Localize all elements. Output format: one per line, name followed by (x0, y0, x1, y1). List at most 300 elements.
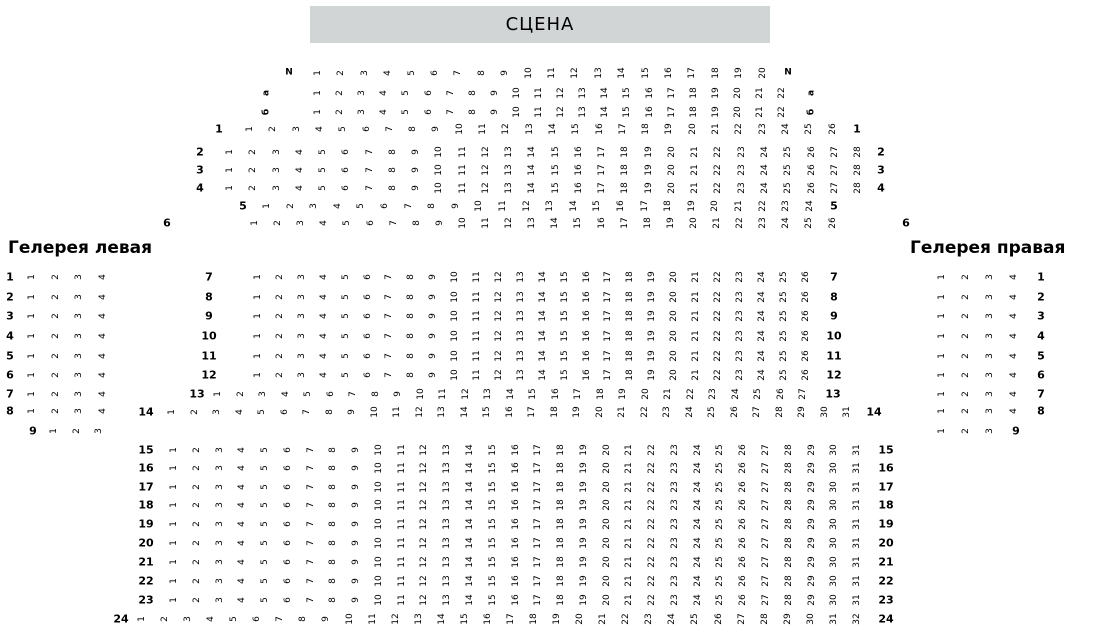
seat[interactable]: 3 (74, 313, 85, 319)
seat[interactable]: 8 (406, 294, 417, 300)
seat[interactable]: 1 (313, 90, 323, 96)
seat[interactable]: 10 (373, 575, 384, 587)
seat[interactable]: 15 (487, 594, 498, 606)
seat[interactable]: 11 (396, 481, 407, 493)
seat[interactable]: 11 (472, 271, 482, 283)
seat[interactable]: 2 (50, 391, 61, 397)
seat[interactable]: 7 (403, 203, 414, 209)
seat[interactable]: 26 (800, 369, 811, 381)
seat[interactable]: 11 (438, 388, 448, 400)
seat[interactable]: 21 (690, 182, 701, 194)
seat[interactable]: 4 (237, 484, 248, 490)
seat[interactable]: 20 (601, 556, 612, 568)
seat[interactable]: 21 (690, 164, 701, 176)
seat[interactable]: 20 (666, 182, 677, 194)
seat[interactable]: 4 (1009, 391, 1019, 397)
seat[interactable]: 29 (782, 613, 793, 625)
seat[interactable]: 24 (756, 369, 767, 381)
seat[interactable]: 11 (396, 499, 407, 511)
seat[interactable]: 22 (647, 444, 658, 456)
seat[interactable]: 26 (827, 123, 838, 135)
seat[interactable]: 16 (504, 406, 515, 418)
seat[interactable]: 5 (340, 294, 351, 300)
seat[interactable]: 11 (534, 87, 544, 99)
seat[interactable]: 7 (364, 185, 375, 191)
seat[interactable]: 7 (384, 313, 395, 319)
seat[interactable]: 18 (556, 481, 567, 493)
seat[interactable]: 31 (852, 594, 863, 606)
seat[interactable]: 1 (253, 372, 263, 378)
seat[interactable]: 15 (487, 462, 498, 474)
seat[interactable]: 16 (573, 146, 584, 158)
seat[interactable]: 17 (603, 369, 614, 381)
seat[interactable]: 31 (852, 462, 863, 474)
seat[interactable]: 25 (804, 217, 815, 229)
seat[interactable]: 19 (664, 123, 675, 135)
seat[interactable]: 20 (601, 462, 612, 474)
seat[interactable]: 18 (688, 87, 699, 99)
seat[interactable]: 14 (537, 271, 548, 283)
seat[interactable]: 14 (465, 537, 475, 549)
seat[interactable]: 2 (191, 559, 202, 565)
seat[interactable]: 22 (712, 350, 723, 362)
seat[interactable]: 12 (419, 499, 430, 511)
seat[interactable]: 14 (550, 217, 561, 229)
seat[interactable]: 10 (415, 388, 426, 400)
seat[interactable]: 11 (396, 575, 407, 587)
seat[interactable]: 9 (347, 409, 357, 415)
seat[interactable]: 2 (274, 372, 285, 378)
seat[interactable]: 15 (559, 350, 570, 362)
seat[interactable]: 26 (800, 271, 811, 283)
seat[interactable]: 14 (568, 200, 579, 212)
seat[interactable]: 29 (806, 481, 817, 493)
seat[interactable]: 4 (318, 353, 329, 359)
seat[interactable]: 4 (237, 447, 248, 453)
seat[interactable]: 14 (465, 444, 475, 456)
seat[interactable]: 1 (253, 333, 263, 339)
seat[interactable]: 2 (335, 90, 346, 96)
seat[interactable]: 11 (396, 537, 407, 549)
seat[interactable]: 11 (478, 123, 488, 135)
seat[interactable]: 1 (937, 313, 947, 319)
seat[interactable]: 31 (852, 518, 863, 530)
seat[interactable]: 23 (669, 575, 680, 587)
seat[interactable]: 25 (778, 310, 789, 322)
seat[interactable]: 2 (50, 353, 61, 359)
seat[interactable]: 7 (305, 597, 316, 603)
seat[interactable]: 11 (498, 200, 508, 212)
seat[interactable]: 17 (573, 388, 583, 400)
seat[interactable]: 16 (581, 310, 592, 322)
seat[interactable]: 1 (253, 274, 263, 280)
seat[interactable]: 8 (328, 502, 339, 508)
seat[interactable]: 19 (618, 388, 628, 400)
seat[interactable]: 9 (428, 372, 439, 378)
seat[interactable]: 27 (761, 518, 772, 530)
seat[interactable]: 14 (537, 350, 548, 362)
seat[interactable]: 23 (669, 594, 680, 606)
seat[interactable]: 3 (296, 274, 307, 280)
seat[interactable]: 16 (581, 291, 592, 303)
seat[interactable]: 23 (736, 164, 747, 176)
seat[interactable]: 17 (687, 67, 698, 79)
seat[interactable]: 25 (804, 123, 815, 135)
seat[interactable]: 7 (384, 126, 395, 132)
seat[interactable]: 8 (427, 203, 438, 209)
seat[interactable]: 8 (387, 185, 398, 191)
seat[interactable]: 3 (214, 540, 225, 546)
seat[interactable]: 2 (961, 428, 971, 434)
seat[interactable]: 22 (647, 518, 658, 530)
seat[interactable]: 12 (501, 123, 512, 135)
seat[interactable]: 12 (493, 369, 504, 381)
seat[interactable]: 13 (442, 575, 453, 587)
seat[interactable]: 3 (985, 294, 995, 300)
seat[interactable]: 3 (271, 149, 282, 155)
seat[interactable]: 19 (686, 200, 697, 212)
seat[interactable]: 23 (734, 291, 745, 303)
seat[interactable]: 4 (318, 294, 329, 300)
seat[interactable]: 5 (340, 333, 351, 339)
seat[interactable]: 16 (510, 444, 521, 456)
seat[interactable]: 19 (647, 330, 658, 342)
seat[interactable]: 4 (98, 313, 109, 319)
seat[interactable]: 15 (592, 200, 603, 212)
seat[interactable]: 1 (937, 408, 947, 414)
seat[interactable]: 25 (715, 537, 726, 549)
seat[interactable]: 6 (282, 540, 293, 546)
seat[interactable]: 8 (406, 313, 417, 319)
seat[interactable]: 12 (493, 330, 504, 342)
seat[interactable]: 20 (575, 613, 586, 625)
seat[interactable]: 11 (457, 182, 468, 194)
seat[interactable]: 17 (533, 499, 544, 511)
seat[interactable]: 22 (757, 200, 768, 212)
seat[interactable]: 5 (401, 109, 412, 115)
seat[interactable]: 21 (690, 146, 701, 158)
seat[interactable]: 18 (625, 271, 636, 283)
seat[interactable]: 20 (669, 350, 680, 362)
seat[interactable]: 27 (761, 444, 772, 456)
seat[interactable]: 16 (596, 217, 607, 229)
seat[interactable]: 18 (556, 518, 567, 530)
seat[interactable]: 8 (298, 616, 309, 622)
seat[interactable]: 15 (559, 310, 570, 322)
seat[interactable]: 23 (669, 518, 680, 530)
seat[interactable]: 12 (493, 350, 504, 362)
seat[interactable]: 21 (712, 217, 722, 229)
seat[interactable]: 26 (738, 575, 749, 587)
seat[interactable]: 4 (237, 502, 248, 508)
seat[interactable]: 26 (738, 594, 749, 606)
seat[interactable]: 11 (457, 146, 468, 158)
seat[interactable]: 15 (559, 369, 570, 381)
seat[interactable]: 10 (434, 146, 445, 158)
seat[interactable]: 19 (710, 106, 721, 118)
seat[interactable]: 12 (414, 406, 425, 418)
seat[interactable]: 3 (985, 408, 995, 414)
seat[interactable]: 5 (260, 502, 271, 508)
seat[interactable]: 16 (510, 518, 521, 530)
seat[interactable]: 1 (169, 447, 179, 453)
seat[interactable]: 4 (1009, 353, 1019, 359)
seat[interactable]: 7 (305, 465, 316, 471)
seat[interactable]: 9 (411, 185, 422, 191)
seat[interactable]: 14 (436, 613, 447, 625)
seat[interactable]: 17 (603, 350, 614, 362)
seat[interactable]: 2 (961, 408, 971, 414)
seat[interactable]: 13 (442, 499, 453, 511)
seat[interactable]: 5 (340, 274, 351, 280)
seat[interactable]: 19 (647, 369, 658, 381)
seat[interactable]: 1 (27, 313, 37, 319)
seat[interactable]: 16 (581, 330, 592, 342)
seat[interactable]: 24 (756, 271, 767, 283)
seat[interactable]: 9 (351, 597, 362, 603)
seat[interactable]: 3 (359, 70, 370, 76)
seat[interactable]: 19 (552, 613, 563, 625)
seat[interactable]: 21 (691, 291, 701, 303)
seat[interactable]: 13 (527, 217, 538, 229)
seat[interactable]: 14 (505, 388, 516, 400)
seat[interactable]: 12 (390, 613, 401, 625)
seat[interactable]: 28 (783, 556, 794, 568)
seat[interactable]: 7 (305, 484, 316, 490)
seat[interactable]: 11 (396, 462, 407, 474)
seat[interactable]: 1 (27, 353, 37, 359)
seat[interactable]: 2 (50, 294, 61, 300)
seat[interactable]: 19 (647, 271, 658, 283)
seat[interactable]: 9 (351, 447, 362, 453)
seat[interactable]: 17 (505, 613, 516, 625)
seat[interactable]: 4 (294, 149, 305, 155)
seat[interactable]: 13 (442, 537, 453, 549)
seat[interactable]: 5 (260, 540, 271, 546)
seat[interactable]: 15 (482, 406, 492, 418)
seat[interactable]: 18 (710, 67, 721, 79)
seat[interactable]: 6 (380, 203, 390, 209)
seat[interactable]: 21 (598, 613, 609, 625)
seat[interactable]: 31 (852, 575, 863, 587)
seat[interactable]: 7 (302, 409, 312, 415)
seat[interactable]: 24 (759, 146, 770, 158)
seat[interactable]: 13 (504, 164, 515, 176)
seat[interactable]: 19 (665, 217, 676, 229)
seat[interactable]: 29 (806, 594, 817, 606)
seat[interactable]: 8 (328, 559, 339, 565)
seat[interactable]: 22 (647, 462, 658, 474)
seat[interactable]: 28 (853, 182, 864, 194)
seat[interactable]: 21 (691, 310, 701, 322)
seat[interactable]: 6 (252, 616, 263, 622)
seat[interactable]: 4 (1009, 372, 1019, 378)
seat[interactable]: 22 (647, 556, 658, 568)
seat[interactable]: 15 (487, 537, 498, 549)
seat[interactable]: 6 (282, 521, 293, 527)
seat[interactable]: 23 (662, 406, 672, 418)
seat[interactable]: 22 (712, 330, 723, 342)
seat[interactable]: 4 (383, 70, 394, 76)
seat[interactable]: 6 (430, 70, 440, 76)
seat[interactable]: 10 (373, 499, 384, 511)
seat[interactable]: 30 (819, 406, 830, 418)
seat[interactable]: 28 (783, 481, 794, 493)
seat[interactable]: 5 (257, 409, 267, 415)
seat[interactable]: 3 (214, 465, 225, 471)
seat[interactable]: 19 (578, 537, 589, 549)
seat[interactable]: 27 (829, 182, 840, 194)
seat[interactable]: 25 (783, 164, 794, 176)
seat[interactable]: 9 (351, 465, 362, 471)
seat[interactable]: 20 (601, 499, 612, 511)
seat[interactable]: 17 (639, 200, 650, 212)
seat[interactable]: 23 (669, 481, 680, 493)
seat[interactable]: 24 (692, 518, 703, 530)
seat[interactable]: 27 (798, 388, 808, 400)
seat[interactable]: 6 (423, 90, 434, 96)
seat[interactable]: 24 (756, 310, 767, 322)
seat[interactable]: 27 (761, 556, 772, 568)
seat[interactable]: 9 (489, 90, 500, 96)
seat[interactable]: 23 (734, 369, 745, 381)
seat[interactable]: 19 (578, 594, 589, 606)
seat[interactable]: 14 (537, 310, 548, 322)
seat[interactable]: 24 (756, 330, 767, 342)
seat[interactable]: 13 (442, 481, 453, 493)
seat[interactable]: 29 (806, 499, 817, 511)
seat[interactable]: 29 (806, 518, 817, 530)
seat[interactable]: 1 (137, 616, 147, 622)
seat[interactable]: 17 (617, 123, 628, 135)
seat[interactable]: 4 (237, 559, 248, 565)
seat[interactable]: 27 (761, 537, 772, 549)
seat[interactable]: 22 (685, 388, 696, 400)
seat[interactable]: 15 (550, 164, 561, 176)
seat[interactable]: 10 (474, 200, 485, 212)
seat[interactable]: 4 (206, 616, 217, 622)
seat[interactable]: 13 (524, 123, 535, 135)
seat[interactable]: 23 (734, 310, 745, 322)
seat[interactable]: 1 (262, 203, 272, 209)
seat[interactable]: 5 (260, 521, 271, 527)
seat[interactable]: 1 (169, 559, 179, 565)
seat[interactable]: 4 (1009, 274, 1019, 280)
seat[interactable]: 7 (384, 274, 395, 280)
seat[interactable]: 11 (481, 217, 491, 229)
seat[interactable]: 27 (829, 146, 840, 158)
seat[interactable]: 6 (279, 409, 290, 415)
seat[interactable]: 21 (624, 518, 635, 530)
seat[interactable]: 30 (805, 613, 816, 625)
seat[interactable]: 5 (406, 70, 417, 76)
seat[interactable]: 15 (487, 444, 498, 456)
seat[interactable]: 19 (578, 518, 589, 530)
seat[interactable]: 2 (961, 274, 971, 280)
seat[interactable]: 4 (1009, 294, 1019, 300)
seat[interactable]: 23 (734, 271, 745, 283)
seat[interactable]: 8 (408, 126, 419, 132)
seat[interactable]: 1 (169, 540, 179, 546)
seat[interactable]: 3 (74, 408, 85, 414)
seat[interactable]: 20 (669, 369, 680, 381)
seat[interactable]: 19 (578, 481, 589, 493)
seat[interactable]: 9 (351, 559, 362, 565)
seat[interactable]: 17 (533, 462, 544, 474)
seat[interactable]: 8 (328, 540, 339, 546)
seat[interactable]: 26 (800, 291, 811, 303)
seat[interactable]: 23 (758, 217, 769, 229)
seat[interactable]: 3 (258, 391, 268, 397)
seat[interactable]: 25 (783, 146, 794, 158)
seat[interactable]: 15 (487, 518, 498, 530)
seat[interactable]: 22 (777, 106, 788, 118)
seat[interactable]: 16 (644, 87, 655, 99)
seat[interactable]: 13 (442, 462, 453, 474)
seat[interactable]: 6 (362, 372, 373, 378)
seat[interactable]: 28 (783, 462, 794, 474)
seat[interactable]: 20 (601, 444, 612, 456)
seat[interactable]: 17 (527, 406, 537, 418)
seat[interactable]: 13 (413, 613, 424, 625)
seat[interactable]: 6 (282, 597, 293, 603)
seat[interactable]: 6 (362, 353, 373, 359)
seat[interactable]: 22 (621, 613, 632, 625)
seat[interactable]: 18 (556, 499, 567, 511)
seat[interactable]: 23 (734, 350, 745, 362)
seat[interactable]: 4 (237, 578, 248, 584)
seat[interactable]: 25 (715, 499, 726, 511)
seat[interactable]: 21 (691, 350, 701, 362)
seat[interactable]: 27 (761, 462, 772, 474)
seat[interactable]: 9 (428, 294, 439, 300)
seat[interactable]: 8 (467, 90, 478, 96)
seat[interactable]: 18 (625, 350, 636, 362)
seat[interactable]: 12 (493, 310, 504, 322)
seat[interactable]: 14 (537, 369, 548, 381)
seat[interactable]: 3 (985, 353, 995, 359)
seat[interactable]: 26 (827, 217, 838, 229)
seat[interactable]: 10 (373, 462, 384, 474)
seat[interactable]: 1 (937, 353, 947, 359)
seat[interactable]: 15 (487, 499, 498, 511)
seat[interactable]: 22 (712, 310, 723, 322)
seat[interactable]: 29 (806, 444, 817, 456)
seat[interactable]: 8 (328, 521, 339, 527)
seat[interactable]: 24 (692, 462, 703, 474)
seat[interactable]: 17 (603, 291, 614, 303)
seat[interactable]: 17 (533, 481, 544, 493)
seat[interactable]: 11 (396, 556, 407, 568)
seat[interactable]: 3 (985, 391, 995, 397)
seat[interactable]: 14 (600, 87, 611, 99)
seat[interactable]: 15 (487, 556, 498, 568)
seat[interactable]: 1 (937, 274, 947, 280)
seat[interactable]: 3 (214, 521, 225, 527)
seat[interactable]: 30 (829, 518, 840, 530)
seat[interactable]: 6 (362, 274, 373, 280)
seat[interactable]: 20 (669, 291, 680, 303)
seat[interactable]: 19 (572, 406, 582, 418)
seat[interactable]: 2 (160, 616, 171, 622)
seat[interactable]: 18 (549, 406, 560, 418)
seat[interactable]: 1 (167, 409, 177, 415)
seat[interactable]: 17 (597, 146, 608, 158)
seat[interactable]: 1 (27, 333, 37, 339)
seat[interactable]: 9 (489, 109, 500, 115)
seat[interactable]: 13 (442, 556, 453, 568)
seat[interactable]: 25 (715, 481, 726, 493)
